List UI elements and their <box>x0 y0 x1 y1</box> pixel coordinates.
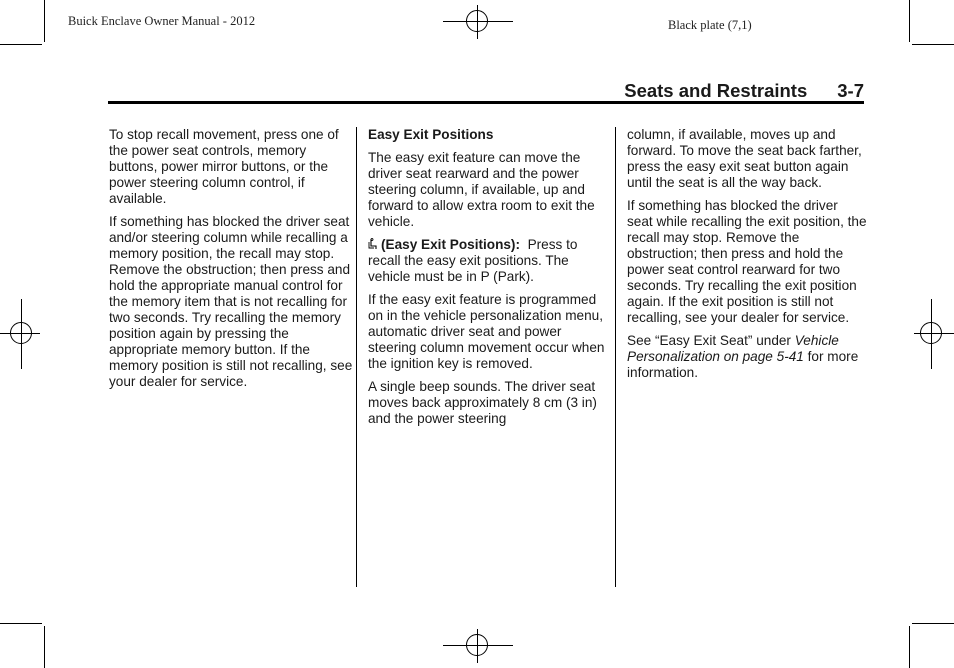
paragraph: If the easy exit feature is programmed on in the vehicle personalization menu, automatic driver seat and power steering column movement occur when the ignition key is removed. <box>368 292 605 371</box>
column-divider <box>615 127 616 587</box>
paragraph: The easy exit feature can move the driver seat rearward and the power steering column, if available, up and forward to allow extra room to exit the vehicle. <box>368 150 595 229</box>
paragraph: To stop recall movement, press one of the power seat controls, memory buttons, power mirror buttons, or the power steering column control, if available. <box>109 127 339 206</box>
paragraph: If something has blocked the driver seat and/or steering column while recalling a memory position, the recall may stop. Remove the obstruction; then press and hold the appropriate manual control for the memory item that is not recalling for two seconds. Try recalling the memory position again by pressing the appropriate memory button. If the memory position is still not recalling, see your dealer for service. <box>109 214 353 389</box>
column-divider <box>356 127 357 587</box>
section-title: Seats and Restraints <box>624 80 808 101</box>
page-number: 3-7 <box>837 80 864 101</box>
section-heading <box>624 80 864 102</box>
plate-label: Black plate (7,1) <box>668 18 752 32</box>
paragraph: column, if available, moves up and forward. To move the seat back farther, press the easy exit seat button again until the seat is all the way back. <box>627 127 862 190</box>
manual-title: Buick Enclave Owner Manual - 2012 <box>68 14 256 28</box>
column-3 <box>627 127 867 388</box>
subheading: Easy Exit Positions <box>368 127 494 142</box>
column-1 <box>109 127 353 397</box>
paragraph-easy-exit <box>368 237 608 285</box>
column-2 <box>368 127 608 434</box>
paragraph: If something has blocked the driver seat while recalling the exit position, the recall may stop. Remove the obstruction; then press and hold the power seat control rearward for two seconds. Try recalling the exit position again. If the exit position is still not recalling, see your dealer for service. <box>627 198 867 325</box>
see-also-suffix: for more information. <box>627 349 859 380</box>
easy-exit-text: Press to recall the easy exit positions. The vehicle must be in P (Park). <box>368 237 578 284</box>
header-rule <box>108 101 864 104</box>
cross-reference-link[interactable]: Vehicle Personalization on page 5-41 <box>627 333 839 364</box>
easy-exit-seat-icon <box>368 238 377 250</box>
see-also-prefix: See “Easy Exit Seat” under <box>627 333 791 348</box>
easy-exit-label: (Easy Exit Positions): <box>381 237 520 252</box>
paragraph: A single beep sounds. The driver seat moves back approximately 8 cm (3 in) and the power steering <box>368 379 597 426</box>
paragraph-see-also <box>627 333 867 381</box>
